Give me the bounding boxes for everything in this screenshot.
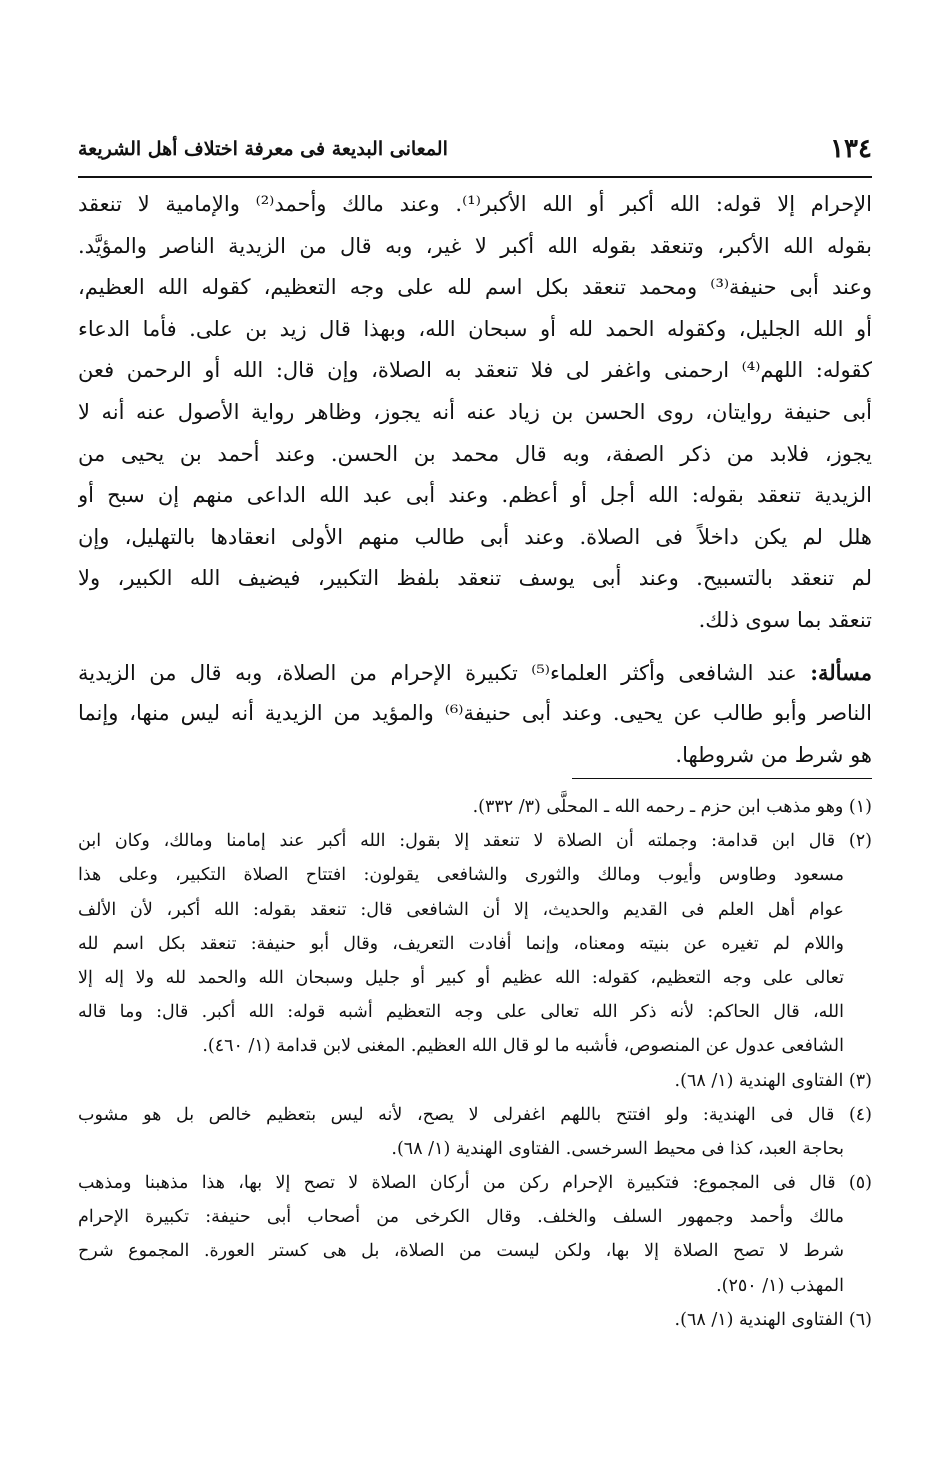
footnote-6 [78, 1303, 872, 1337]
footnote-line: شرط لا تصح الصلاة إلا بها، ولكن ليست من الصلاة، بل هى كستر العورة. المجموع شرح [78, 1241, 844, 1262]
masala-line-text: عند الشافعى وأكثر العلماء⁽⁵⁾ تكبيرة الإحرام من الصلاة، وبه قال من الزيدية [78, 660, 797, 685]
footnote-line: (٤) قال فى الهندية: ولو افتتح باللهم اغفرلى لا يصح، لأنه ليس بتعظيم خالص بل هو مشوب [78, 1104, 872, 1125]
footnote-line: (٢) قال ابن قدامة: وجملته أن الصلاة لا تنعقد إلا بقول: الله أكبر عند إمامنا ومالك، وكان ابن [78, 831, 872, 852]
footnote-1 [78, 790, 872, 824]
footnote-line: بحاجة العبد، كذا فى محيط السرخسى. الفتاوى الهندية (١/ ٦٨). [391, 1138, 844, 1159]
main-text [78, 184, 872, 776]
running-title: المعانى البديعة فى معرفة اختلاف أهل الشريعة [78, 138, 448, 160]
text-line: هو شرط من شروطها. [675, 742, 872, 767]
footnotes [78, 790, 872, 1337]
footnote-line: (١) وهو مذهب ابن حزم ـ رحمه الله ـ المحلَّى (٣/ ٣٣٢). [472, 797, 872, 817]
text-line: يجوز، فلابد من ذكر الصفة، وبه قال محمد بن الحسن. وعند أحمد بن يحيى من [78, 441, 872, 466]
page-number: ١٣٤ [830, 134, 872, 164]
footnote-line: المهذب (١/ ٢٥٠). [716, 1275, 844, 1296]
footnote-line: الشافعى عدول عن المنصوص، فأشبه ما لو قال الله العظيم. المغنى لابن قدامة (١/ ٤٦٠). [202, 1036, 844, 1057]
text-line [78, 652, 872, 694]
text-line: وعند أبى حنيفة⁽³⁾ ومحمد تنعقد بكل اسم لله على وجه التعظيم، كقوله الله العظيم، [78, 275, 872, 300]
text-line: كقوله: اللهم⁽⁴⁾ ارحمنى واغفر لى فلا تنعقد به الصلاة، وإن قال: الله أو الرحمن فعن [78, 358, 872, 383]
text-line: أو الله الجليل، وكقوله الحمد لله أو سبحان الله، وبهذا قال زيد بن على. فأما الدعاء [78, 316, 872, 341]
footnote-line: مسعود وطاوس وأيوب ومالك والثورى والشافعى يقولون: افتتاح الصلاة التكبير، وعلى هذا [78, 865, 844, 886]
footnote-separator [572, 778, 872, 779]
footnote-2 [78, 824, 872, 1063]
text-line: تنعقد بما سوى ذلك. [698, 607, 872, 632]
footnote-4 [78, 1098, 872, 1166]
masala-paragraph [78, 652, 872, 777]
footnote-5 [78, 1166, 872, 1303]
running-header [78, 136, 872, 176]
text-line: الإحرام إلا قوله: الله أكبر أو الله الأكبر⁽¹⁾. وعند مالك وأحمد⁽²⁾ والإمامية لا تنعقد [78, 192, 872, 216]
header-rule [78, 176, 872, 178]
footnote-line: (٦) الفتاوى الهندية (١/ ٦٨). [674, 1309, 872, 1330]
masala-label: مسألة: [810, 659, 872, 685]
footnote-line: (٣) الفتاوى الهندية (١/ ٦٨). [674, 1070, 872, 1091]
text-line: بقوله الله الأكبر، وتنعقد بقوله الله أكبر لا غير، وبه قال من الزيدية الناصر والمؤيَّد. [78, 233, 872, 258]
paragraph-gap [78, 642, 872, 652]
text-line: لم تنعقد بالتسبيح. وعند أبى يوسف تنعقد بلفظ التكبير، فيضيف الله الكبير، ولا [78, 566, 872, 591]
text-line: الزيدية تنعقد بقوله: الله أجل أو أعظم. وعند أبى عبد الله الداعى منهم إن سبح أو [78, 483, 872, 508]
footnote-line: مالك وأحمد وجمهور السلف والخلف. وقال الكرخى من أصحاب أبى حنيفة: تكبيرة الإحرام [78, 1207, 844, 1228]
footnote-line: (٥) قال فى المجموع: فتكبيرة الإحرام ركن من أركان الصلاة لا تصح إلا بها، هذا مذهبنا ومذهب [78, 1173, 872, 1194]
text-line: الناصر وأبو طالب عن يحيى. وعند أبى حنيفة⁽⁶⁾ والمؤيد من الزيدية أنه ليس منها، وإنما [78, 701, 872, 726]
paragraph-1 [78, 184, 872, 642]
footnote-line: تعالى على وجه التعظيم، كقوله: الله عظيم أو كبير أو جليل وسبحان الله والحمد لله ولا إله إلا [78, 967, 844, 988]
footnote-line: عوام أهل العلم فى القديم والحديث، إلا أن الشافعى قال: تنعقد بقوله: الله أكبر، لأن الألف [78, 899, 844, 920]
footnote-line: الله، قال الحاكم: لأنه ذكر الله تعالى على وجه التعظيم أشبه قوله: الله أكبر. قال: وما قاله [78, 1002, 844, 1023]
footnote-line: واللام لم تغيره عن بنيته ومعناه، وإنما أفادت التعريف، وقال أبو حنيفة: تنعقد بكل اسم لله [78, 933, 844, 954]
text-line: أبى حنيفة روايتان، روى الحسن بن زياد عنه أنه يجوز، وظاهر رواية الأصول عنه أنه لا [78, 399, 872, 424]
footnote-3 [78, 1064, 872, 1098]
text-line: هلل لم يكن داخلاً فى الصلاة. وعند أبى طالب منهم الأولى انعقادها بالتهليل، وإن [78, 524, 872, 549]
